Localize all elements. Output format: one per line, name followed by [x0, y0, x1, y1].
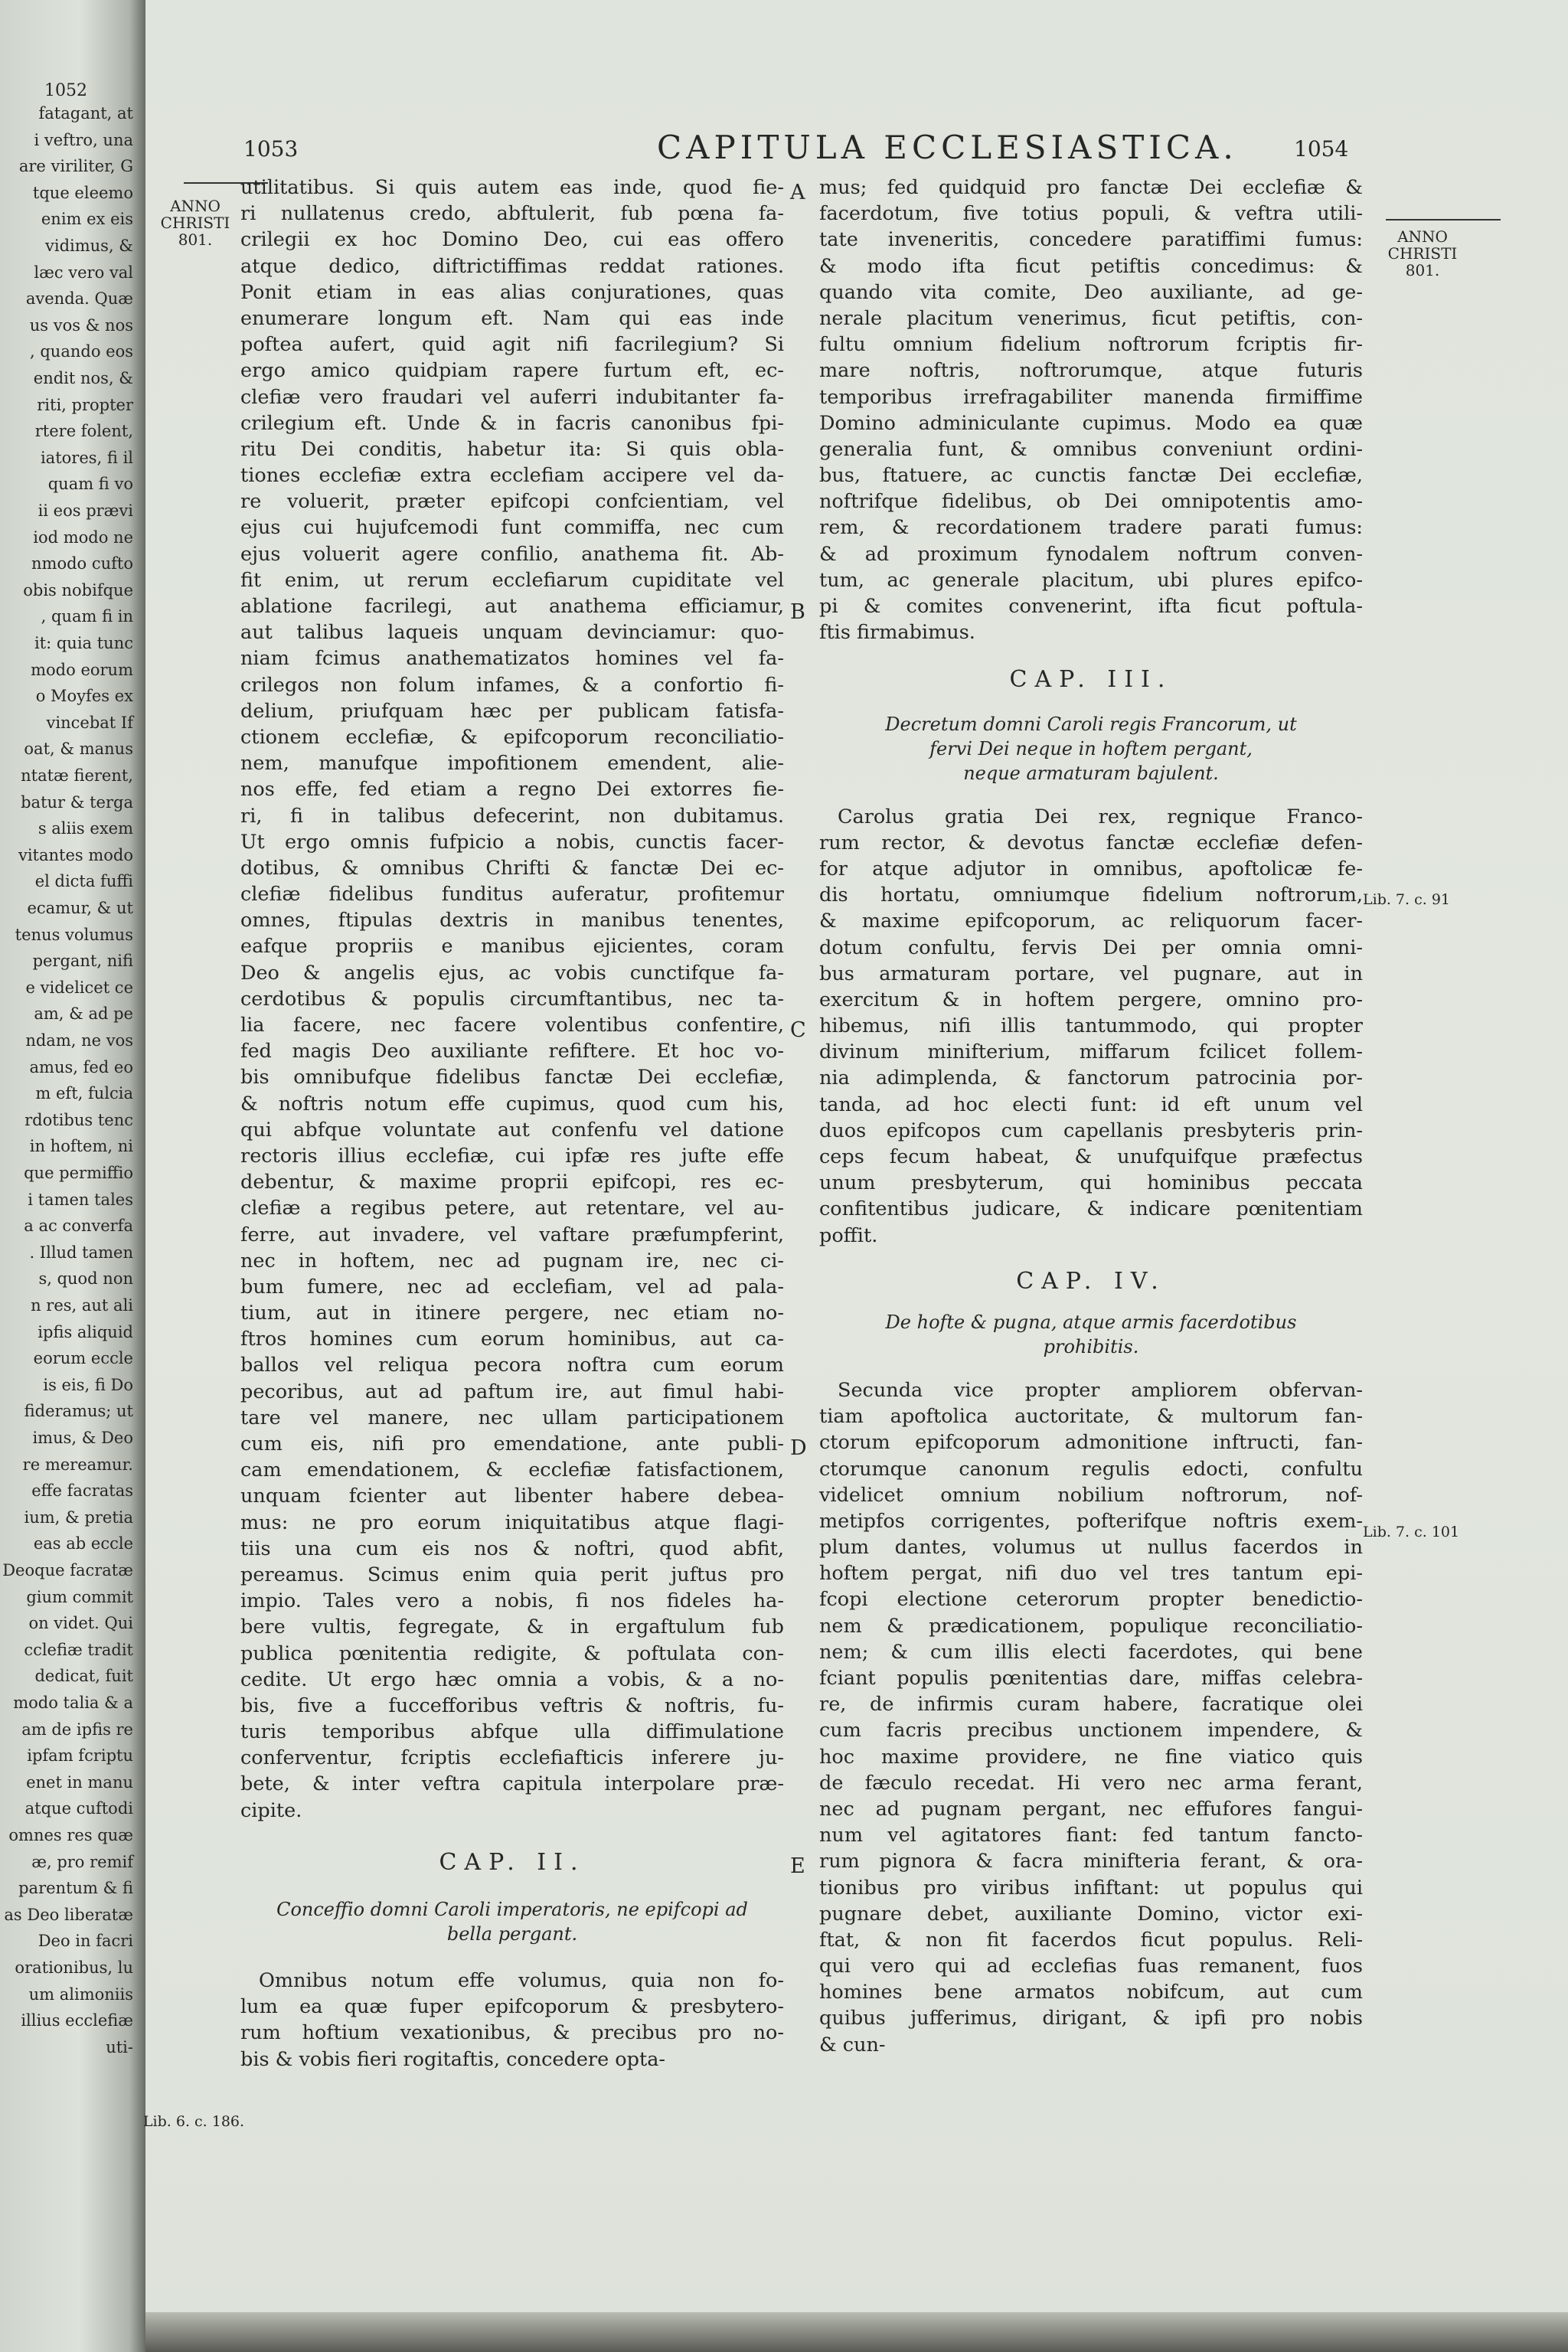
text-line: poffit.	[819, 1223, 878, 1247]
text-line: bete, & inter veftra capitula interpolare præ-	[240, 1772, 784, 1796]
previous-page-line: æ, pro remif	[31, 1852, 133, 1871]
previous-page-line: enim ex eis	[41, 210, 133, 229]
text-line: debentur, & maxime proprii epifcopi, res ec-	[240, 1171, 784, 1194]
previous-page-line: modo eorum	[31, 660, 133, 679]
previous-page-line: riti, propter	[37, 395, 133, 414]
previous-page-line: ndam, ne vos	[25, 1031, 133, 1050]
section-letter-d: D	[790, 1436, 807, 1460]
previous-page-line: fideramus; ut	[24, 1402, 133, 1421]
text-line: & noftris notum effe cupimus, quod cum his,	[240, 1092, 784, 1116]
text-line: bis, five a fuccefforibus veftris & noftris, fu-	[240, 1694, 784, 1717]
text-line: cum facris precibus unctionem impendere, &	[819, 1719, 1363, 1743]
previous-page-line: iod modo ne	[33, 528, 133, 547]
previous-page-line: ii eos prævi	[38, 501, 133, 520]
text-line: qui vero qui ad ecclefias fuas remanent, fuos	[819, 1955, 1363, 1978]
chapter-3-body	[819, 804, 1363, 1249]
previous-page-line: læc vero val	[34, 263, 133, 282]
page-bottom-shadow	[145, 2312, 1568, 2352]
text-line: utilitatibus. Si quis autem eas inde, quod fie-	[240, 176, 784, 199]
text-line: niam fcimus anathematizatos homines vel fa-	[240, 647, 784, 671]
text-line: pugnare debet, auxiliante Domino, victor exi-	[819, 1902, 1363, 1926]
year-marker-left	[145, 198, 245, 248]
previous-page-line: e videlicet ce	[25, 978, 133, 997]
year-label-value: 801.	[1405, 261, 1440, 279]
text-line: atque dedico, diftrictiffimas reddat rationes.	[240, 254, 784, 278]
text-line: turis temporibus abfque ulla diffimulatione	[240, 1720, 784, 1744]
chapter-rubric-2-line2: bella pergant.	[446, 1923, 578, 1945]
text-line: tanda, ad hoc electi funt: id eft unum vel	[819, 1093, 1363, 1116]
chapter-rubric-3-line2: fervi Dei neque in hoftem pergant,	[929, 737, 1253, 760]
previous-page-line: avenda. Quæ	[25, 289, 133, 309]
section-letter-e: E	[790, 1854, 805, 1878]
previous-page-line: Deo in facri	[38, 1932, 133, 1951]
previous-page-line: rtere folent,	[34, 422, 133, 441]
previous-page-line: am de ipfis re	[21, 1720, 133, 1739]
page-number-right: 1054	[1294, 136, 1349, 162]
section-letter-a: A	[790, 181, 805, 204]
text-line: bere vultis, fegregate, & in ergaftulum fub	[240, 1615, 784, 1639]
chapter-rubric-3-line3: neque armaturam bajulent.	[963, 762, 1219, 784]
previous-page-line: oat, & manus	[24, 740, 133, 759]
text-line: exercitum & in hoftem pergere, omnino pro-	[819, 988, 1363, 1011]
text-line: hibemus, nifi illis tantummodo, qui propter	[819, 1014, 1363, 1038]
margin-ref-right-2: Lib. 7. c. 101	[1363, 1524, 1460, 1540]
previous-page-line: vitantes modo	[18, 845, 133, 864]
text-line: ejus cui hujufcemodi funt commiffa, nec cum	[240, 516, 784, 540]
text-line: Ponit etiam in eas alias conjurationes, quas	[240, 280, 784, 304]
text-line: homines bene armatos nobifcum, aut cum	[819, 1981, 1363, 2004]
previous-page-line: ntatæ fierent,	[21, 766, 133, 785]
text-line: ftis firmabimus.	[819, 621, 975, 645]
previous-page-line: i tamen tales	[28, 1190, 133, 1209]
previous-page-line: atque cuftodi	[24, 1799, 133, 1818]
previous-page-line: in hoftem, ni	[29, 1137, 133, 1156]
text-line: Deo & angelis ejus, ac vobis cunctifque fa-	[240, 961, 784, 985]
text-line: lum ea quæ fuper epifcoporum & presbytero-	[240, 1995, 784, 2019]
text-line: nec in hoftem, nec ad pugnam ire, nec ci-	[240, 1249, 784, 1272]
text-line: unum presbyterum, qui hominibus peccata	[819, 1171, 1363, 1195]
text-line: & modo ifta ficut petiftis concedimus: &	[819, 254, 1363, 278]
text-line: ceps fecum habeat, & unufquifque præfectus	[819, 1145, 1363, 1169]
previous-page-line: illius ecclefiæ	[21, 2011, 133, 2030]
text-line: ri nullatenus credo, abftulerit, fub pœna fa-	[240, 202, 784, 226]
text-line: ctionem ecclefiæ, & epifcoporum reconciliatio-	[240, 725, 784, 749]
previous-page-line: quam fi vo	[47, 475, 133, 494]
chapter-heading-4: CAP. IV.	[1016, 1267, 1166, 1295]
previous-page-line: . Illud tamen	[29, 1243, 133, 1262]
text-line: ctorumque canonum regulis edocti, confultu	[819, 1457, 1363, 1481]
text-line: mus; fed quidquid pro fanctæ Dei ecclefiæ &	[819, 176, 1363, 199]
previous-page-line: orationibus, lu	[15, 1958, 133, 1977]
year-label-anno: ANNO	[170, 197, 220, 215]
text-line: tare vel manere, nec ullam participationem	[240, 1406, 784, 1429]
margin-ref-right-1: Lib. 7. c. 91	[1363, 891, 1450, 908]
previous-page-line: ium, & pretia	[24, 1508, 133, 1527]
previous-page-line: it: quia tunc	[34, 634, 133, 652]
text-line: plum dantes, volumus ut nullus facerdos in	[819, 1536, 1363, 1560]
text-line: nem & prædicationem, populique reconciliatio-	[819, 1614, 1363, 1638]
text-line: crilegium eft. Unde & in facris canonibus fpi-	[240, 411, 784, 435]
previous-page-line: obis nobifque	[23, 580, 133, 599]
text-line: bum fumere, nec ad ecclefiam, vel ad pala-	[240, 1275, 784, 1298]
previous-page-line: re mereamur.	[22, 1455, 133, 1474]
text-line: generalia funt, & omnibus conveniunt ordini-	[819, 437, 1363, 461]
text-line: tiones ecclefiæ extra ecclefiam accipere vel da-	[240, 464, 784, 488]
previous-page-line: que permiffio	[24, 1164, 133, 1182]
previous-page-line: um alimoniis	[28, 1984, 133, 2004]
previous-page-number: 1052	[44, 81, 87, 100]
text-line: bis & vobis fieri rogitaftis, concedere opta-	[240, 2047, 666, 2071]
text-line: crilegos non folum infames, & a confortio fi-	[240, 673, 784, 697]
text-line: quibus jufferimus, dirigant, & ipfi pro nobis	[819, 2007, 1363, 2030]
text-line: crilegii ex hoc Domino Deo, cui eas offero	[240, 228, 784, 252]
text-line: rem, & recordationem tradere parati fumus:	[819, 516, 1363, 540]
text-line: delium, priufquam hæc per publicam fatisfa-	[240, 699, 784, 723]
previous-page-line: nmodo cufto	[31, 554, 133, 573]
text-line: fit enim, ut rerum ecclefiarum cupiditate vel	[240, 568, 784, 592]
text-line: nem, manufque impofitionem emendent, alie-	[240, 752, 784, 776]
previous-page-line: , quando eos	[30, 342, 133, 361]
text-line: re, de infirmis curam habere, facratique olei	[819, 1693, 1363, 1717]
text-line: omnes, ftipulas dextris in manibus tenentes,	[240, 909, 784, 933]
text-line: cipite.	[240, 1798, 302, 1822]
text-line: bus armaturam portare, vel pugnare, aut in	[819, 962, 1363, 985]
text-line: nec ad pugnam pergant, nec effufores fangui-	[819, 1797, 1363, 1821]
text-line: nerale placitum venerimus, ficut petiftis, con-	[819, 306, 1363, 330]
previous-page-line: tque eleemo	[32, 183, 133, 202]
text-line: Secunda vice propter ampliorem obfervan-	[838, 1378, 1363, 1402]
text-line: clefiæ vero fraudari vel auferri indubitanter fa-	[240, 385, 784, 409]
text-line: qui abfque voluntate aut confenfu vel datione	[240, 1118, 784, 1142]
text-line: & cun-	[819, 2033, 886, 2056]
previous-page-line: modo talia & a	[13, 1694, 133, 1712]
text-line: dis hortatu, omniumque fidelium noftrorum,	[819, 884, 1363, 907]
previous-page-line: tenus volumus	[15, 925, 133, 944]
section-letter-b: B	[790, 600, 805, 624]
text-line: fultu omnium fidelium noftrorum fcriptis fir-	[819, 333, 1363, 357]
previous-page-line: a ac converfa	[24, 1217, 133, 1236]
previous-page-line: eorum eccle	[33, 1349, 133, 1368]
previous-page-line: am, & ad pe	[34, 1004, 133, 1024]
previous-page-line: endit nos, &	[33, 369, 133, 387]
chapter-rubric-2-line1: Conceffio domni Caroli imperatoris, ne epifcopi ad	[276, 1899, 748, 1921]
year-label-anno: ANNO	[1397, 227, 1448, 246]
text-line: poftea aufert, quid agit nifi facrilegium? Si	[240, 333, 784, 357]
text-line: Domino adminiculante cupimus. Modo ea quæ	[819, 411, 1363, 435]
previous-page-line: i veftro, una	[34, 130, 133, 149]
previous-page-line: uti-	[106, 2037, 133, 2056]
previous-page-line: as Deo liberatæ	[4, 1905, 133, 1924]
text-line: metipfos corrigentes, pofterifque noftris exem-	[819, 1509, 1363, 1533]
text-line: dotum confultu, fervis Dei per omnia omni-	[819, 936, 1363, 959]
section-letter-c: C	[790, 1018, 806, 1042]
text-line: rum pignora & facra minifteria ferant, & ora-	[819, 1850, 1363, 1873]
text-line: clefiæ fidelibus funditus auferatur, profitemur	[240, 883, 784, 906]
text-line: aut talibus laqueis unquam devinciamur: quo-	[240, 621, 784, 645]
text-line: cam emendationem, & ecclefiæ fatisfactionem,	[240, 1459, 784, 1482]
text-line: tum, ac generale placitum, ubi plures epifco-	[819, 568, 1363, 592]
previous-page-line: , quam fi in	[41, 607, 133, 626]
margin-ref-left: Lib. 6. c. 186.	[142, 2113, 245, 2130]
previous-page-line: ipfis aliquid	[38, 1322, 133, 1341]
previous-page-line: o Moyfes ex	[35, 687, 133, 706]
page-title: CAPITULA ECCLESIASTICA.	[657, 129, 1238, 166]
text-line: nia adimplenda, & fanctorum patrocinia por-	[819, 1067, 1363, 1090]
text-line: ri, fi in talibus defecerint, non dubitamus.	[240, 804, 784, 828]
text-line: fcopi electione ceterorum propter benedictio-	[819, 1588, 1363, 1612]
text-line: ctorum epifcoporum admonitione inftructi, fan-	[819, 1431, 1363, 1455]
text-line: bus, ftatuere, ac cunctis fanctæ Dei ecclefiæ,	[819, 464, 1363, 488]
year-marker-right	[1377, 228, 1468, 279]
text-line: ferre, aut invadere, vel vaftare præfumpferint,	[240, 1223, 784, 1246]
text-line: ejus voluerit agere confilio, anathema fit. Ab-	[240, 542, 784, 566]
text-line: tium, aut in itinere pergere, nec etiam no-	[240, 1302, 784, 1325]
text-line: tiam apoftolica auctoritate, & multorum fan-	[819, 1405, 1363, 1429]
previous-page-line: rdotibus tenc	[24, 1110, 133, 1129]
text-line: mare noftris, noftrorumque, atque futuris	[819, 359, 1363, 383]
text-line: eafque propriis e manibus ejicientes, coram	[240, 935, 784, 959]
text-line: & maxime epifcoporum, ac reliquorum facer-	[819, 910, 1363, 933]
right-column-body	[819, 175, 1363, 645]
text-line: facerdotum, five totius populi, & veftra utili-	[819, 202, 1363, 226]
text-line: ballos vel reliqua pecora noftra cum eorum	[240, 1354, 784, 1377]
text-line: videlicet omnium nobilium noftrorum, nof-	[819, 1483, 1363, 1507]
text-line: mus: ne pro eorum iniquitatibus atque flagi-	[240, 1511, 784, 1534]
previous-page-line: s, quod non	[38, 1269, 133, 1289]
text-line: Carolus gratia Dei rex, regnique Franco-	[838, 805, 1363, 828]
text-line: rum rector, & devotus fanctæ ecclefiæ defen-	[819, 831, 1363, 854]
page-number-left: 1053	[243, 136, 299, 162]
left-column-body	[240, 175, 784, 1824]
text-line: cum eis, nifi pro emendatione, ante publi-	[240, 1432, 784, 1455]
text-line: dotibus, & omnibus Chrifti & fanctæ Dei ec-	[240, 856, 784, 880]
previous-page-line: us vos & nos	[29, 315, 133, 335]
previous-page-line: m eft, fulcia	[35, 1084, 133, 1103]
text-line: hoftem pergat, nifi duo vel tres tantum epi-	[819, 1562, 1363, 1586]
text-line: nos effe, fed etiam a regno Dei extorres fie-	[240, 778, 784, 802]
previous-page-line: omnes res quæ	[8, 1826, 133, 1844]
year-label-christi: CHRISTI	[1387, 244, 1458, 263]
text-line: publica pœnitentia redigite, & poftulata con-	[240, 1642, 784, 1665]
text-line: tate inveneritis, concedere paratiffimi fumus:	[819, 228, 1363, 252]
year-label-value: 801.	[178, 230, 213, 249]
previous-page-line: enet in manu	[26, 1772, 133, 1792]
chapter-rubric-4-line2: prohibitis.	[1043, 1335, 1139, 1357]
previous-page-line: el dicta fuffi	[34, 872, 133, 891]
text-line: ftat, & non fit facerdos ficut populus. Reli-	[819, 1928, 1363, 1952]
text-line: lia facere, nec facere volentibus confentire,	[240, 1014, 784, 1037]
text-line: bis omnibufque fidelibus fanctæ Dei ecclefiæ,	[240, 1066, 784, 1089]
chapter-heading-3: CAP. III.	[1009, 666, 1173, 694]
text-line: for atque adjutor in omnibus, apoftolicæ fe-	[819, 857, 1363, 880]
previous-page-line: iatores, fi il	[40, 448, 133, 467]
previous-page-line: pergant, nifi	[32, 952, 133, 971]
previous-page-line: batur & terga	[21, 792, 133, 812]
text-line: Omnibus notum effe volumus, quia non fo-	[259, 1969, 784, 1993]
text-line: noftrifque fidelibus, ob Dei omnipotentis amo-	[819, 490, 1363, 514]
text-line: tionibus pro viribus infiftant: ut populus qui	[819, 1876, 1363, 1900]
text-line: clefiæ a regibus petere, aut retentare, vel au-	[240, 1197, 784, 1220]
text-line: Ut ergo omnis fufpicio a nobis, cunctis facer-	[240, 830, 784, 854]
text-line: cedite. Ut ergo hæc omnia a vobis, & a no-	[240, 1668, 784, 1691]
year-label-christi: CHRISTI	[160, 214, 230, 232]
text-line: impio. Tales vero a nobis, fi nos fideles ha-	[240, 1589, 784, 1613]
previous-page-line: n res, aut ali	[31, 1296, 133, 1315]
previous-page-line: on videt. Qui	[28, 1614, 133, 1633]
previous-page-line: ipfam fcriptu	[27, 1746, 133, 1766]
chapter-rubric-3-line1: Decretum domni Caroli regis Francorum, ut	[885, 713, 1297, 735]
text-column-right	[819, 175, 1363, 2058]
text-line: pi & comites convenerint, ifta ficut poftula-	[819, 595, 1363, 618]
text-line: nem; & cum illis electi facerdotes, qui bene	[819, 1640, 1363, 1664]
text-line: tiis una cum eis nos & noftri, quod abfit,	[240, 1537, 784, 1560]
previous-page-line: parentum & fi	[18, 1879, 133, 1898]
text-line: ftros homines cum eorum hominibus, aut ca-	[240, 1328, 784, 1351]
chapter-4-body	[819, 1377, 1363, 2058]
text-line: enumerare longum eft. Nam qui eas inde	[240, 306, 784, 330]
previous-page-line: fatagant, at	[38, 104, 133, 122]
text-line: temporibus irrefragabiliter manenda firmiffime	[819, 385, 1363, 409]
text-line: pereamus. Scimus enim quia perit juftus pro	[240, 1563, 784, 1586]
previous-page-line: vidimus, &	[45, 237, 133, 255]
text-line: quando vita comite, Deo auxiliante, ad ge-	[819, 280, 1363, 304]
previous-page-line: is eis, fi Do	[43, 1375, 133, 1394]
text-line: cerdotibus & populis circumftantibus, nec ta-	[240, 987, 784, 1011]
text-line: hoc maxime providere, ne fine viatico quis	[819, 1745, 1363, 1769]
book-page	[142, 0, 1568, 2352]
previous-page-line: imus, & Deo	[32, 1429, 133, 1447]
text-line: duos epifcopos cum capellanis presbyteris prin-	[819, 1119, 1363, 1142]
chapter-heading-2: CAP. II.	[439, 1848, 586, 1876]
previous-page-line: Deoque facratæ	[2, 1561, 133, 1579]
text-line: & ad proximum fynodalem noftrum conven-	[819, 542, 1363, 566]
text-line: rectoris illius ecclefiæ, cui ipfæ res jufte effe	[240, 1144, 784, 1168]
chapter-rubric-4-line1: De hofte & pugna, atque armis facerdotibus	[885, 1311, 1297, 1333]
previous-page-line: s aliis exem	[38, 819, 133, 838]
right-margin-rule	[1386, 219, 1501, 220]
text-line: ergo amico quidpiam rapere furtum eft, ec-	[240, 359, 784, 383]
previous-page-line: amus, fed eo	[29, 1057, 133, 1076]
text-line: num vel agitatores fiant: fed tantum fancto-	[819, 1824, 1363, 1847]
text-line: ritu Dei conditis, habetur ita: Si quis obla-	[240, 437, 784, 461]
text-line: conferventur, fcriptis ecclefiafticis inferere ju-	[240, 1746, 784, 1770]
text-line: ablatione facrilegi, aut anathema efficiamur,	[240, 595, 784, 618]
previous-page-line: cclefiæ tradit	[24, 1640, 133, 1659]
chapter-2-body	[240, 1968, 784, 2073]
previous-page-line: vincebat If	[46, 713, 133, 732]
previous-page-line: dedicat, fuit	[34, 1667, 133, 1686]
previous-page-line: gium commit	[26, 1587, 133, 1606]
text-line: de fæculo recedat. Hi vero nec arma ferant,	[819, 1771, 1363, 1795]
text-line: divinum minifterium, miffarum fcilicet follem-	[819, 1040, 1363, 1064]
previous-page-edge	[0, 0, 144, 2352]
text-line: confitentibus judicare, & indicare pœnitentiam	[819, 1197, 1363, 1221]
previous-page-line: ecamur, & ut	[27, 899, 133, 917]
text-line: fciant populis pœnitentias dare, miffas celebra-	[819, 1667, 1363, 1690]
previous-page-line: eas ab eccle	[33, 1534, 133, 1553]
text-line: fed magis Deo auxiliante refiftere. Et hoc vo-	[240, 1040, 784, 1063]
text-line: rum hoftium vexationibus, & precibus pro no-	[240, 2021, 784, 2045]
text-line: re voluerit, præter epifcopi confcientiam, vel	[240, 490, 784, 514]
previous-page-line: are viriliter, G	[18, 157, 133, 176]
text-line: pecoribus, aut ad paftum ire, aut fimul habi-	[240, 1380, 784, 1403]
previous-page-line: effe facratas	[31, 1481, 133, 1501]
text-column-left	[240, 175, 784, 2073]
text-line: unquam fcienter aut libenter habere debea-	[240, 1485, 784, 1508]
